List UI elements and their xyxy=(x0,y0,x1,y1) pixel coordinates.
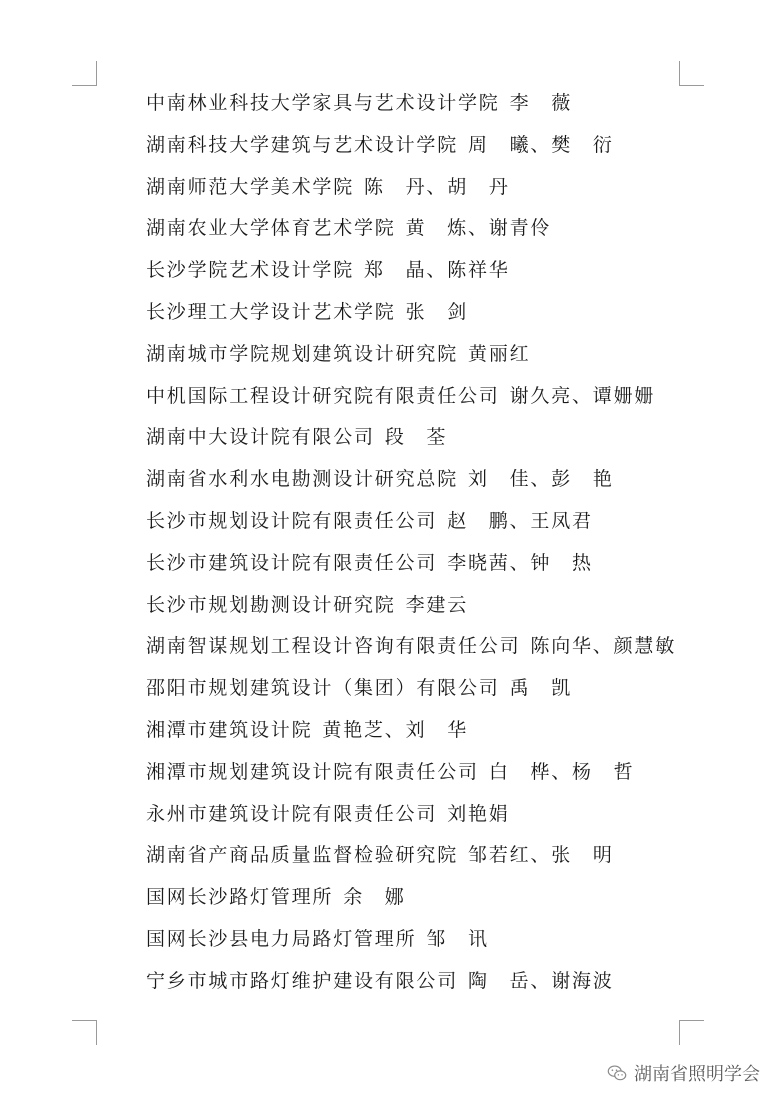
person-names: 陶 岳、谢海波 xyxy=(468,969,614,992)
list-item xyxy=(146,376,706,418)
person-names: 李 薇 xyxy=(509,92,573,114)
organization-name: 湖南科技大学建筑与艺术设计学院 xyxy=(146,133,459,156)
person-names: 黄 炼、谢青伶 xyxy=(405,217,552,240)
organization-name: 湖南中大设计院有限公司 xyxy=(146,426,375,449)
list-item xyxy=(146,125,706,167)
person-names: 禹 凯 xyxy=(509,677,573,700)
person-names: 余 娜 xyxy=(343,886,406,909)
list-item xyxy=(146,710,706,752)
person-names: 邹 讯 xyxy=(426,927,489,950)
list-item xyxy=(146,83,706,125)
list-item xyxy=(146,250,706,292)
list-item xyxy=(146,543,706,585)
crop-mark-top-left xyxy=(72,61,97,86)
person-names: 赵 鹏、王凤君 xyxy=(447,509,593,532)
person-names: 陈向华、颜慧敏 xyxy=(530,635,677,658)
person-names: 李建云 xyxy=(405,593,469,616)
organization-name: 湖南省产商品质量监督检验研究院 xyxy=(146,844,459,867)
crop-mark-bottom-left xyxy=(72,1020,97,1045)
list-item xyxy=(146,292,706,334)
wechat-watermark xyxy=(606,1060,760,1086)
person-names: 李晓茜、钟 热 xyxy=(447,551,593,574)
list-item xyxy=(146,961,706,1003)
organization-name: 长沙市建筑设计院有限责任公司 xyxy=(146,551,438,574)
person-names: 段 荃 xyxy=(384,426,448,449)
person-names: 谢久亮、谭姗姗 xyxy=(509,384,656,407)
list-item xyxy=(146,459,706,501)
person-names: 陈 丹、胡 丹 xyxy=(364,175,510,198)
organization-name: 湖南师范大学美术学院 xyxy=(146,175,355,198)
organization-name: 长沙市规划勘测设计研究院 xyxy=(146,593,396,616)
organization-name: 湘潭市建筑设计院 xyxy=(146,718,313,741)
organization-name: 中南林业科技大学家具与艺术设计学院 xyxy=(146,92,500,114)
organization-name: 永州市建筑设计院有限责任公司 xyxy=(146,802,438,825)
organization-name: 长沙理工大学设计艺术学院 xyxy=(146,300,396,323)
wechat-icon xyxy=(606,1062,628,1084)
organization-name: 湘潭市规划建筑设计院有限责任公司 xyxy=(146,760,479,783)
organization-name: 国网长沙路灯管理所 xyxy=(146,886,334,909)
organization-name: 湖南省水利水电勘测设计研究总院 xyxy=(146,468,459,491)
organization-name: 长沙学院艺术设计学院 xyxy=(146,259,355,282)
list-item xyxy=(146,501,706,543)
watermark-text: 湖南省照明学会 xyxy=(634,1064,760,1085)
list-item xyxy=(146,334,706,376)
list-item xyxy=(146,835,706,877)
organization-name: 湖南智谋规划工程设计咨询有限责任公司 xyxy=(146,635,521,658)
person-names: 刘艳娟 xyxy=(447,802,510,825)
person-names: 黄艳芝、刘 华 xyxy=(322,718,469,741)
organization-name: 宁乡市城市路灯维护建设有限公司 xyxy=(146,969,459,992)
list-item xyxy=(146,167,706,209)
list-item xyxy=(146,208,706,250)
organization-name: 邵阳市规划建筑设计（集团）有限公司 xyxy=(146,677,500,700)
person-names: 邹若红、张 明 xyxy=(468,844,614,867)
list-item xyxy=(146,919,706,961)
organization-name: 中机国际工程设计研究院有限责任公司 xyxy=(146,384,500,407)
list-item xyxy=(146,626,706,668)
list-item xyxy=(146,752,706,794)
crop-mark-bottom-right xyxy=(679,1020,704,1045)
list-item xyxy=(146,668,706,710)
organization-name: 长沙市规划设计院有限责任公司 xyxy=(146,509,438,532)
organization-name: 湖南城市学院规划建筑设计研究院 xyxy=(146,342,459,365)
list-item xyxy=(146,794,706,836)
person-names: 张 剑 xyxy=(405,300,469,323)
member-list xyxy=(146,83,706,1003)
person-names: 黄丽红 xyxy=(468,342,531,365)
organization-name: 湖南农业大学体育艺术学院 xyxy=(146,217,396,240)
organization-name: 国网长沙县电力局路灯管理所 xyxy=(146,927,417,950)
person-names: 刘 佳、彭 艳 xyxy=(468,468,614,491)
list-item xyxy=(146,877,706,919)
list-item xyxy=(146,585,706,627)
person-names: 白 桦、杨 哲 xyxy=(488,760,635,783)
list-item xyxy=(146,417,706,459)
person-names: 郑 晶、陈祥华 xyxy=(364,259,510,282)
person-names: 周 曦、樊 衍 xyxy=(468,133,614,156)
